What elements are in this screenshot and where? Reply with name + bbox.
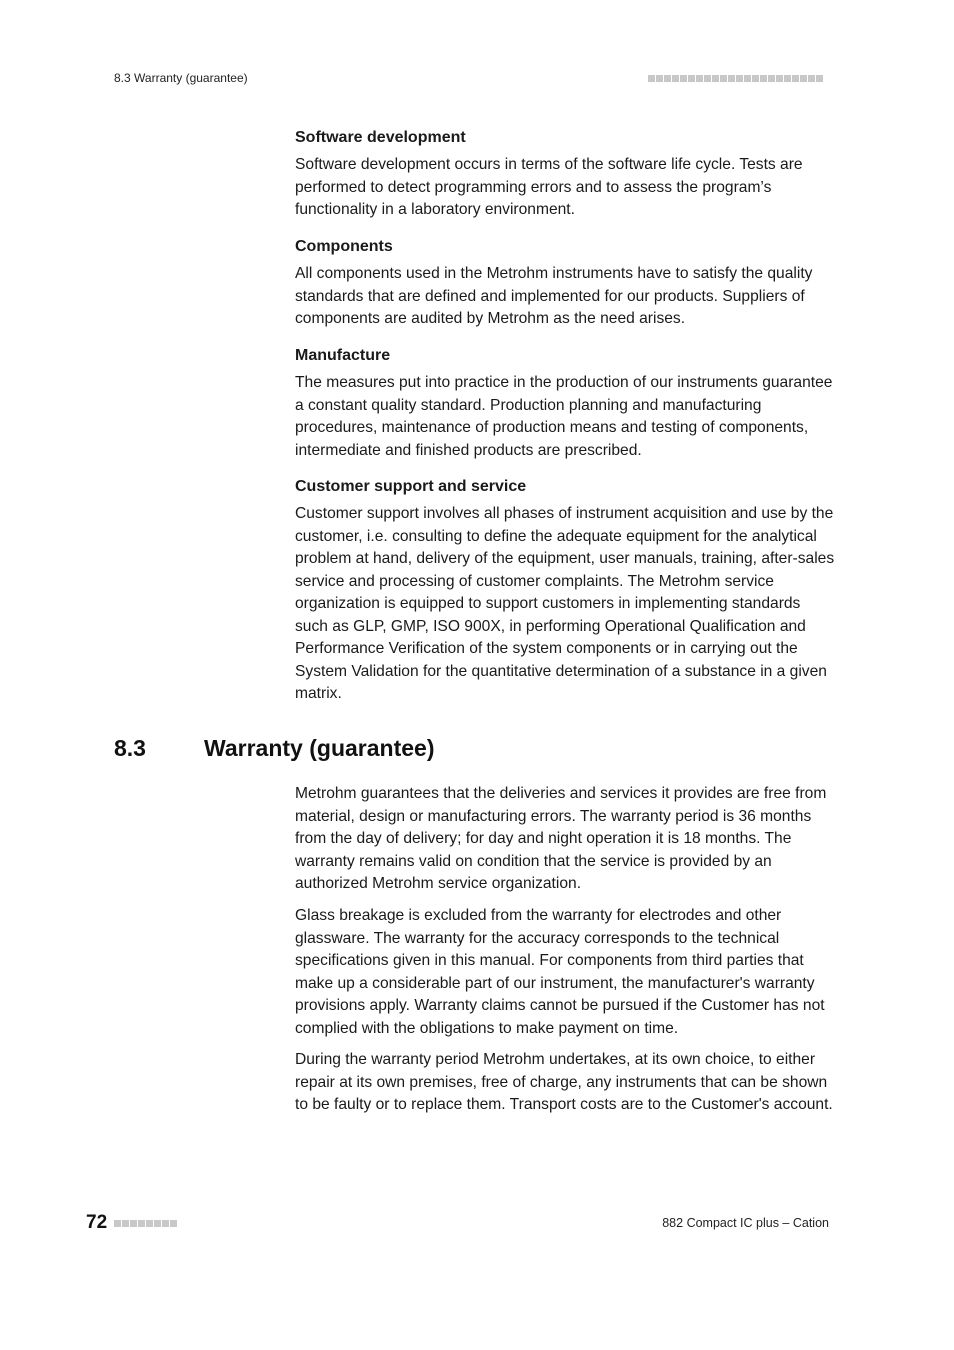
block-text: Customer support involves all phases of instrument acquisition and use by the customer, i.e. consulting to define the adequate equipment for the analytical problem at hand, delivery of the equipment, user manuals, training, after-sales service and processing of customer complaints. The Metrohm service organization is equipped to support customers in implementing standards such as GLP, GMP, ISO 900X, in performing Operational Qualification and Performance Verification of the system components or in carrying out the System Validation for the quantitative determination of a substance in a given matrix. [295, 505, 835, 702]
warranty-paragraph-1 [295, 783, 835, 896]
paragraph-text: During the warranty period Metrohm undertakes, at its own choice, to either repair at its own premises, free of charge, any instruments that can be shown to be faulty or to replace them. Transport costs are to the Customer's account. [295, 1051, 833, 1113]
block-software-development [295, 128, 835, 222]
block-heading: Software development [295, 129, 466, 146]
running-header-title: 8.3 Warranty (guarantee) [114, 71, 248, 85]
warranty-paragraph-3 [295, 1049, 835, 1117]
block-text: Software development occurs in terms of the software life cycle. Tests are performed to detect programming errors and to assess the program’s functionality in a laboratory environment. [295, 156, 803, 218]
block-heading: Manufacture [295, 347, 391, 364]
footer-decoration [114, 1220, 177, 1227]
section-title: Warranty (guarantee) [204, 735, 435, 761]
document-title: 882 Compact IC plus – Cation [662, 1216, 829, 1230]
block-text: The measures put into practice in the production of our instruments guarantee a constant quality standard. Production planning and manufacturing procedures, maintenance of production means and testing of components, intermediate and finished products are prescribed. [295, 374, 833, 459]
block-text: All components used in the Metrohm instruments have to satisfy the quality standards that are defined and implemented for our products. Suppliers of components are audited by Metrohm as the need arises. [295, 265, 813, 327]
paragraph-text: Glass breakage is excluded from the warranty for electrodes and other glassware. The warranty for the accuracy corresponds to the technical specifications given in this manual. For components from third parties that make up a considerable part of our instrument, the manufacturer's warranty provisions apply. Warranty claims cannot be pursued if the Customer has not complied with the obligations to make payment on time. [295, 907, 825, 1037]
warranty-paragraph-2 [295, 905, 835, 1040]
block-customer-support [295, 477, 835, 706]
paragraph-text: Metrohm guarantees that the deliveries and services it provides are free from material, design or manufacturing errors. The warranty period is 36 months from the day of delivery; for day and night operation it is 18 months. The warranty remains valid on condition that the service is provided by an authorized Metrohm service organization. [295, 785, 827, 892]
section-heading [114, 735, 434, 762]
section-number: 8.3 [114, 735, 146, 761]
block-manufacture [295, 346, 835, 462]
header-decoration [648, 75, 823, 82]
block-heading: Customer support and service [295, 478, 527, 495]
block-components [295, 237, 835, 331]
block-heading: Components [295, 238, 393, 255]
page-number: 72 [86, 1212, 108, 1233]
